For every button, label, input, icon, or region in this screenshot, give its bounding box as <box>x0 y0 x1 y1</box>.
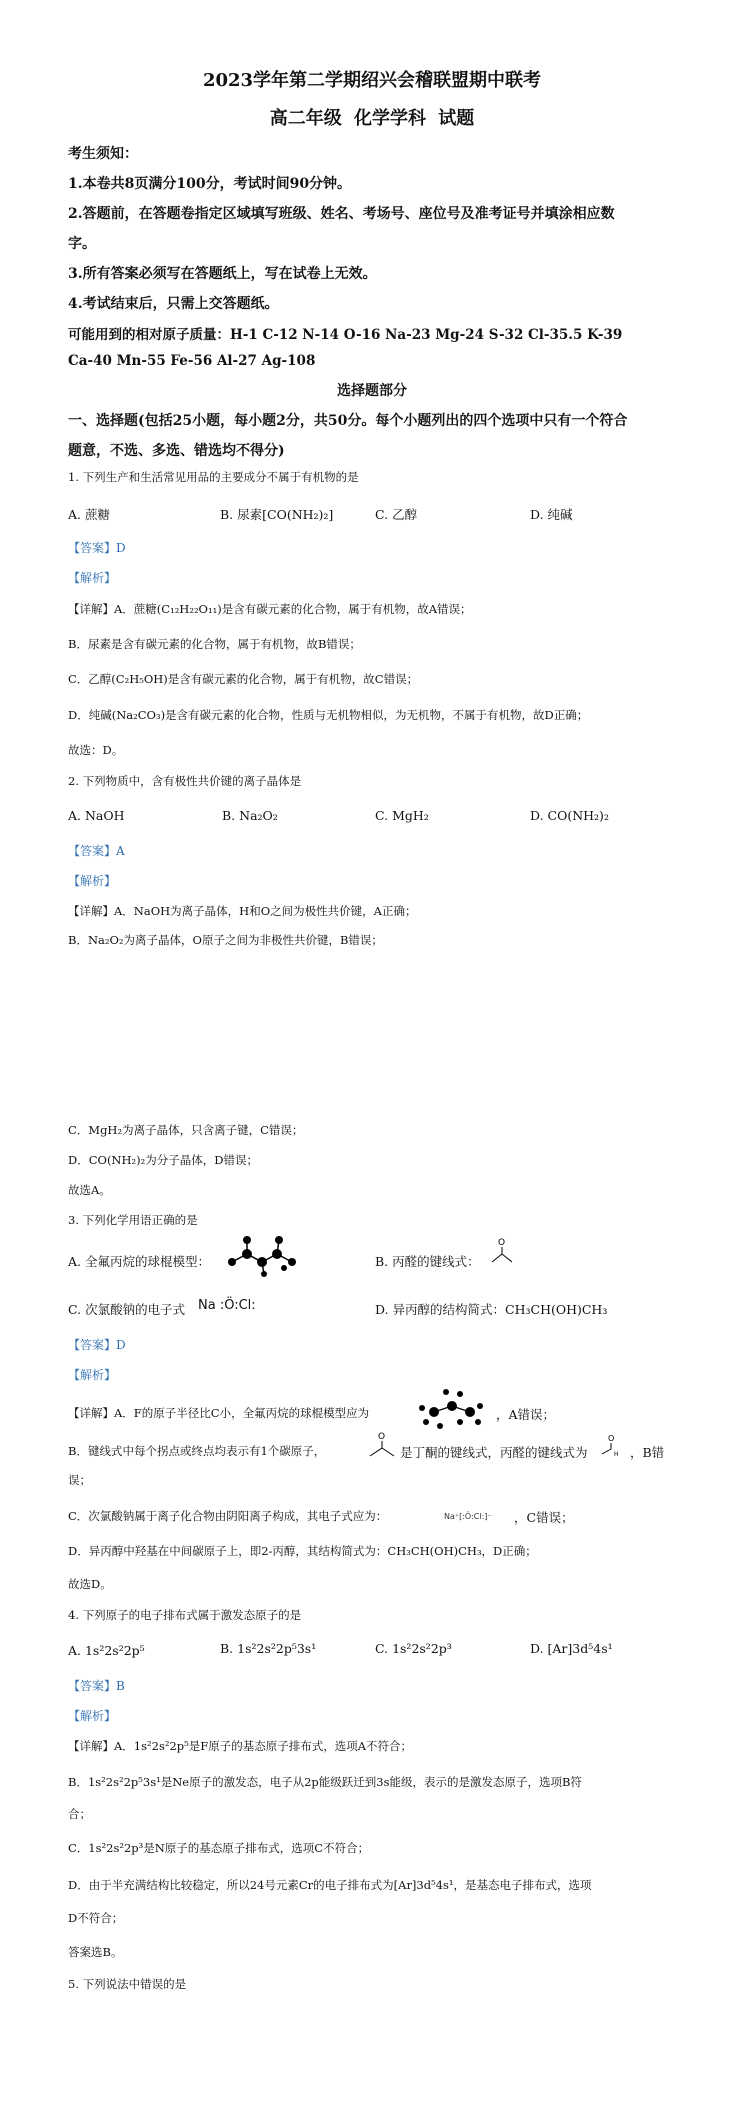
notice-item: 4.考试结束后，只需上交答题纸。 <box>68 296 279 312</box>
skeletal-formula-icon <box>488 1236 516 1266</box>
answer-tag: 【答案】D <box>68 1338 126 1352</box>
option-c: C. 乙醇 <box>375 507 418 522</box>
electron-formula-icon <box>444 1508 510 1524</box>
question-stem: 1. 下列生产和生活常见用品的主要成分不属于有机物的是 <box>68 470 359 484</box>
detail-line: 【详解】A．1s²2s²2p⁵是F原子的基态原子排布式，选项A不符合； <box>68 1739 413 1753</box>
option-a: A. 1s²2s²2p⁵ <box>68 1643 145 1658</box>
option-c: C. 次氯酸钠的电子式 <box>68 1302 186 1317</box>
detail-line: D不符合； <box>68 1911 124 1925</box>
atomic-mass-line: 可能用到的相对原子质量：H-1 C-12 N-14 O-16 Na-23 Mg-24 S-32 Cl-35.5 K-39 <box>68 327 623 343</box>
question-stem: 2. 下列物质中，含有极性共价键的离子晶体是 <box>68 774 302 788</box>
notice-item: 2.答题前，在答题卷指定区域填写班级、姓名、考场号、座位号及准考证号并填涂相应数 <box>68 206 615 222</box>
detail-line: B．键线式中每个拐点或终点均表示有1个碳原子， <box>68 1444 326 1458</box>
option-b: B. 丙醛的键线式： <box>375 1254 480 1269</box>
exam-title: 2023学年第二学期绍兴会稽联盟期中联考 <box>202 70 542 91</box>
svg-text:Na⁺[:Ö:Cl:]⁻: Na⁺[:Ö:Cl:]⁻ <box>444 1512 492 1521</box>
option-d: D. 纯碱 <box>530 507 573 522</box>
analysis-tag: 【解析】 <box>68 571 117 585</box>
detail-line: 误； <box>68 1473 91 1487</box>
detail-line: ，A错误； <box>496 1407 556 1422</box>
answer-tag: 【答案】D <box>68 541 126 555</box>
option-c: C. MgH₂ <box>375 808 429 823</box>
detail-line: B．1s²2s²2p⁵3s¹是Ne原子的激发态，电子从2p能级跃迁到3s能级，表示的是激发态原子，选项B符 <box>68 1775 582 1789</box>
detail-line: 答案选B。 <box>68 1945 123 1959</box>
detail-line: ，C错误； <box>514 1510 574 1525</box>
answer-tag: 【答案】B <box>68 1679 125 1693</box>
section-heading: 题意，不选、多选、错选均不得分) <box>68 443 285 459</box>
svg-text:O: O <box>498 1238 506 1248</box>
atomic-mass-line: Ca-40 Mn-55 Fe-56 Al-27 Ag-108 <box>68 353 316 369</box>
detail-line: 故选A。 <box>68 1183 111 1197</box>
exam-subtitle: 高二年级 化学学科 试题 <box>269 108 475 129</box>
option-a: A. 蔗糖 <box>68 507 110 522</box>
svg-text:H: H <box>614 1451 619 1458</box>
detail-line: ，B错 <box>630 1445 665 1460</box>
detail-line: 【详解】A．NaOH为离子晶体，H和O之间为极性共价键，A正确； <box>68 904 417 918</box>
detail-line: C．乙醇(C₂H₅OH)是含有碳元素的化合物，属于有机物，故C错误； <box>68 672 419 686</box>
notice-item: 字。 <box>68 236 96 252</box>
analysis-tag: 【解析】 <box>68 874 117 888</box>
electron-formula: Na :Ö:Cl: <box>198 1298 256 1313</box>
detail-line: C．1s²2s²2p³是N原子的基态原子排布式，选项C不符合； <box>68 1841 370 1855</box>
notice-item: 1.本卷共8页满分100分，考试时间90分钟。 <box>68 176 352 192</box>
detail-line: D．CO(NH₂)₂为分子晶体，D错误； <box>68 1153 258 1167</box>
detail-line: 【详解】A．F的原子半径比C小，全氟丙烷的球棍模型应为 <box>68 1406 370 1420</box>
option-d: D. CO(NH₂)₂ <box>530 808 609 823</box>
detail-line: C．次氯酸钠属于离子化合物由阴阳离子构成，其电子式应为： <box>68 1509 388 1523</box>
detail-line: 故选：D。 <box>68 743 124 757</box>
analysis-tag: 【解析】 <box>68 1709 117 1723</box>
skeletal-formula-icon <box>368 1430 396 1460</box>
detail-line: D．纯碱(Na₂CO₃)是含有碳元素的化合物，性质与无机物相似，为无机物，不属于有机物，故D正确； <box>68 708 589 722</box>
question-stem: 3. 下列化学用语正确的是 <box>68 1213 198 1227</box>
part-title: 选择题部分 <box>337 383 407 399</box>
detail-line: B．Na₂O₂为离子晶体，O原子之间为非极性共价键，B错误； <box>68 933 383 947</box>
question-stem: 4. 下列原子的电子排布式属于激发态原子的是 <box>68 1608 302 1622</box>
detail-line: 故选D。 <box>68 1577 112 1591</box>
section-heading: 一、选择题(包括25小题，每小题2分，共50分。每个小题列出的四个选项中只有一个符合 <box>68 413 628 429</box>
detail-line: B．尿素是含有碳元素的化合物，属于有机物，故B错误； <box>68 637 361 651</box>
option-b: B. 1s²2s²2p⁵3s¹ <box>220 1641 317 1656</box>
analysis-tag: 【解析】 <box>68 1368 117 1382</box>
detail-line: C．MgH₂为离子晶体，只含离子键，C错误； <box>68 1123 304 1137</box>
option-a: A. NaOH <box>68 808 125 823</box>
detail-line: 合； <box>68 1807 91 1821</box>
skeletal-formula-icon <box>600 1432 626 1458</box>
option-d: D. 异丙醇的结构简式：CH₃CH(OH)CH₃ <box>375 1302 608 1317</box>
svg-text:O: O <box>608 1434 615 1443</box>
question-stem: 5. 下列说法中错误的是 <box>68 1977 187 1991</box>
detail-line: D．由于半充满结构比较稳定，所以24号元素Cr的电子排布式为[Ar]3d⁵4s¹，是基态电子排布式，选项 <box>68 1878 592 1892</box>
option-c: C. 1s²2s²2p³ <box>375 1641 452 1656</box>
option-a: A. 全氟丙烷的球棍模型： <box>68 1254 210 1269</box>
option-b: B. 尿素[CO(NH₂)₂] <box>220 507 334 522</box>
option-d: D. [Ar]3d⁵4s¹ <box>530 1641 613 1656</box>
svg-text:O: O <box>378 1432 386 1442</box>
notice-item: 3.所有答案必须写在答题纸上，写在试卷上无效。 <box>68 266 377 282</box>
notice-heading: 考生须知： <box>68 146 138 162</box>
ball-stick-model-icon <box>416 1388 488 1436</box>
detail-line: 【详解】A．蔗糖(C₁₂H₂₂O₁₁)是含有碳元素的化合物，属于有机物，故A错误； <box>68 602 472 616</box>
ball-stick-model-icon <box>222 1232 302 1278</box>
detail-line: 是丁酮的键线式，丙醛的键线式为 <box>400 1445 588 1460</box>
detail-line: D．异丙醇中羟基在中间碳原子上，即2-丙醇，其结构简式为：CH₃CH(OH)CH₃，D正确； <box>68 1544 537 1558</box>
answer-tag: 【答案】A <box>68 844 125 858</box>
option-b: B. Na₂O₂ <box>222 808 278 823</box>
